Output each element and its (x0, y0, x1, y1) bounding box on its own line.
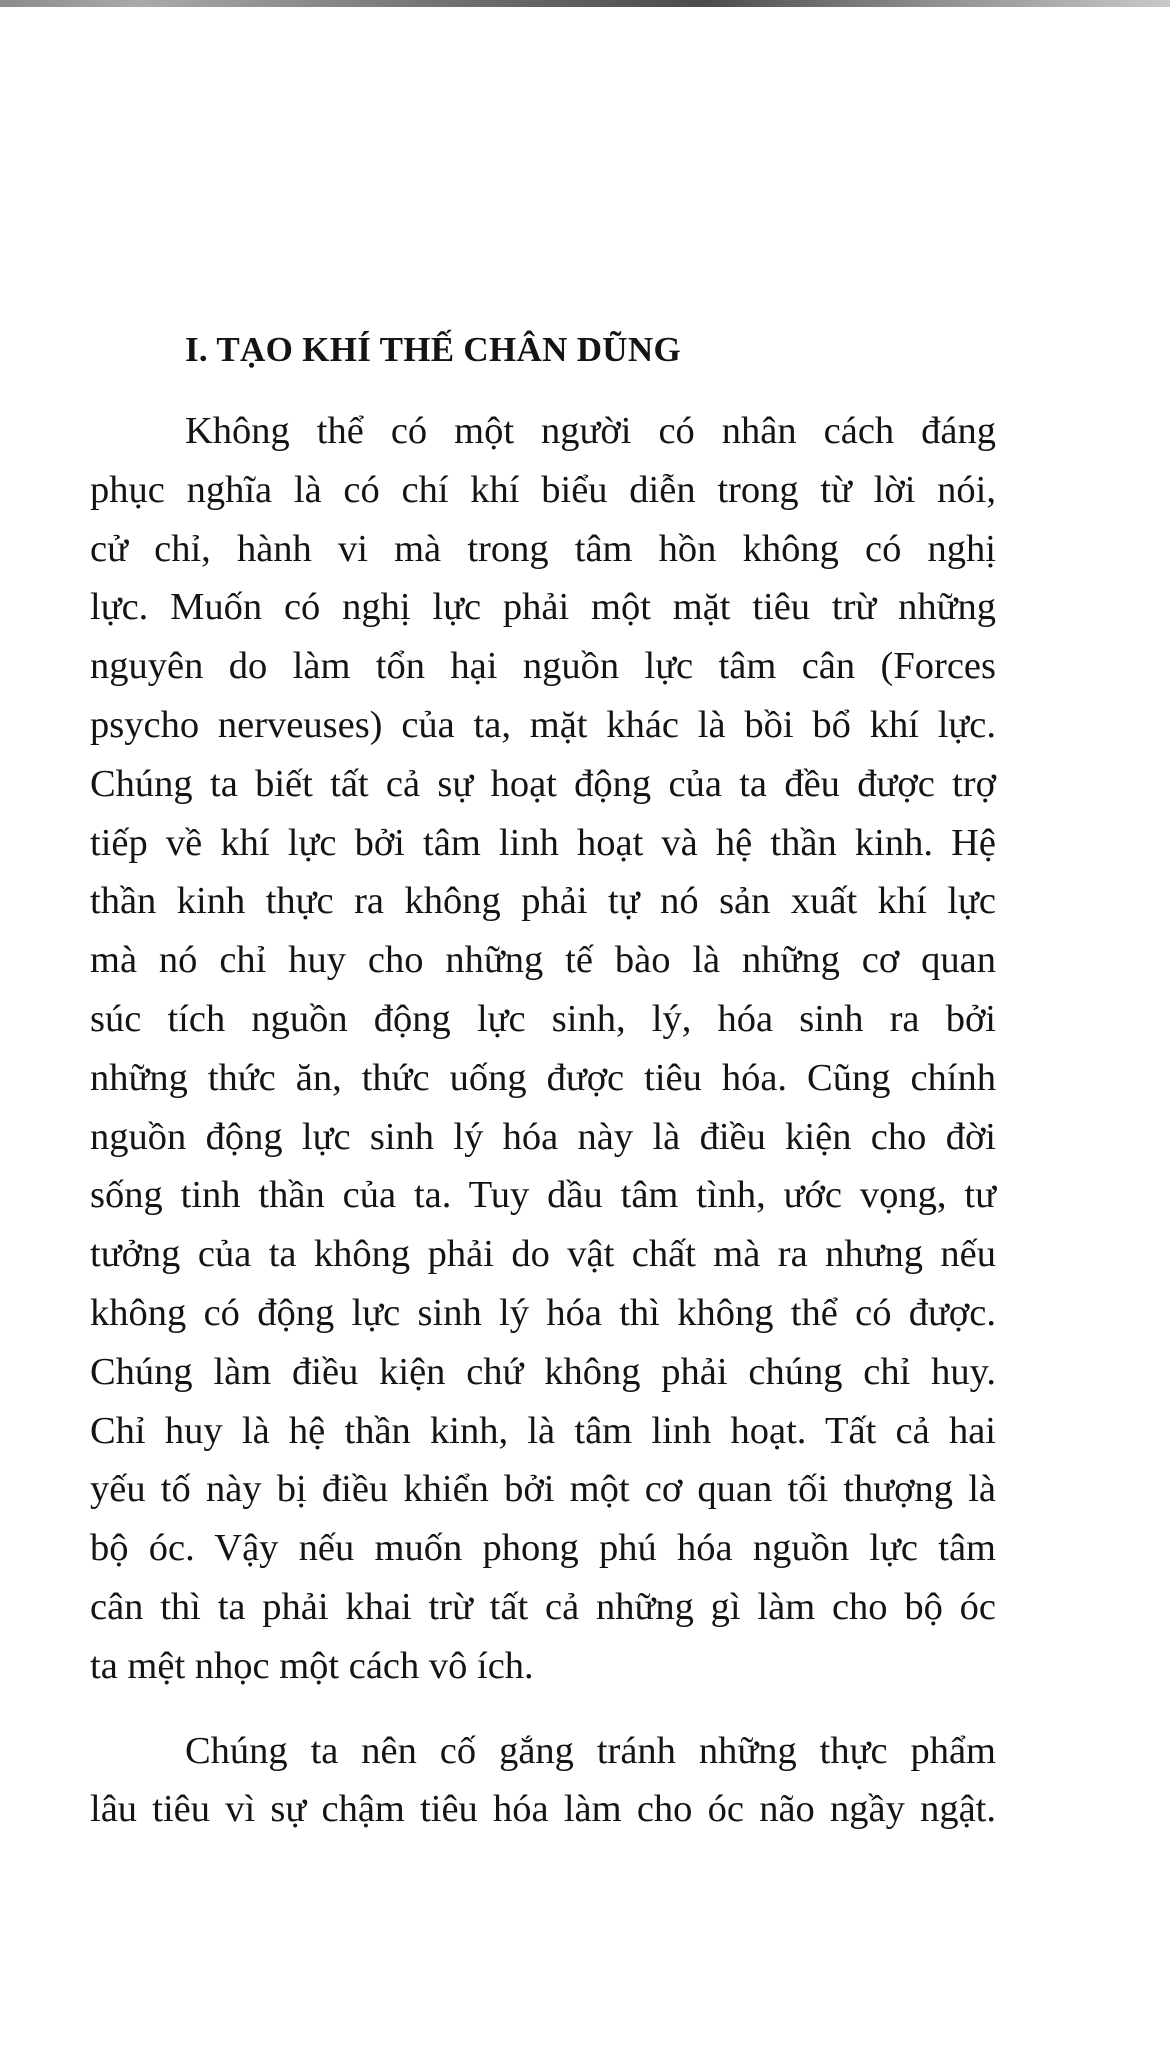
text-line: Chúng ta nên cố gắng tránh những thực phẩm (185, 1729, 996, 1772)
text-line: Chúng ta biết tất cả sự hoạt động của ta đều được trợ (90, 762, 996, 805)
scan-edge-shadow (0, 0, 1170, 7)
text-line: sống tinh thần của ta. Tuy dầu tâm tình, ước vọng, tư (90, 1174, 996, 1217)
text-line: phục nghĩa là có chí khí biểu diễn trong từ lời nói, (90, 468, 996, 511)
text-line: Chỉ huy là hệ thần kinh, là tâm linh hoạt. Tất cả hai (90, 1409, 996, 1452)
text-line: tiếp về khí lực bởi tâm linh hoạt và hệ thần kinh. Hệ (90, 821, 996, 864)
text-line: nguồn động lực sinh lý hóa này là điều kiện cho đời (90, 1115, 996, 1158)
text-line: thần kinh thực ra không phải tự nó sản xuất khí lực (90, 880, 996, 923)
text-line: lâu tiêu vì sự chậm tiêu hóa làm cho óc não ngầy ngật. (90, 1788, 996, 1831)
text-line: súc tích nguồn động lực sinh, lý, hóa sinh ra bởi (90, 997, 996, 1040)
text-line: lực. Muốn có nghị lực phải một mặt tiêu trừ những (90, 586, 996, 629)
text-line: không có động lực sinh lý hóa thì không thể có được. (90, 1291, 996, 1334)
paragraph-2 (90, 1722, 996, 1840)
text-line: bộ óc. Vậy nếu muốn phong phú hóa nguồn lực tâm (90, 1527, 996, 1570)
text-line: nguyên do làm tổn hại nguồn lực tâm cân (Forces (90, 645, 996, 688)
text-line: psycho nerveuses) của ta, mặt khác là bồi bổ khí lực. (90, 703, 996, 746)
text-line: Không thể có một người có nhân cách đáng (185, 410, 996, 452)
section-heading: I. TẠO KHÍ THẾ CHÂN DŨNG (185, 330, 681, 369)
paragraph-1 (90, 402, 996, 1696)
book-page (90, 318, 996, 1839)
text-line: những thức ăn, thức uống được tiêu hóa. Cũng chính (90, 1056, 996, 1099)
text-line: ta mệt nhọc một cách vô ích. (90, 1644, 534, 1687)
text-line: mà nó chỉ huy cho những tế bào là những cơ quan (90, 939, 996, 982)
text-line: cử chỉ, hành vi mà trong tâm hồn không có nghị (90, 527, 996, 570)
text-line: cân thì ta phải khai trừ tất cả những gì làm cho bộ óc (90, 1585, 996, 1628)
text-line: tưởng của ta không phải do vật chất mà ra nhưng nếu (90, 1233, 996, 1276)
text-line: yếu tố này bị điều khiển bởi một cơ quan tối thượng là (90, 1468, 996, 1511)
text-line: Chúng làm điều kiện chứ không phải chúng chỉ huy. (90, 1350, 996, 1393)
